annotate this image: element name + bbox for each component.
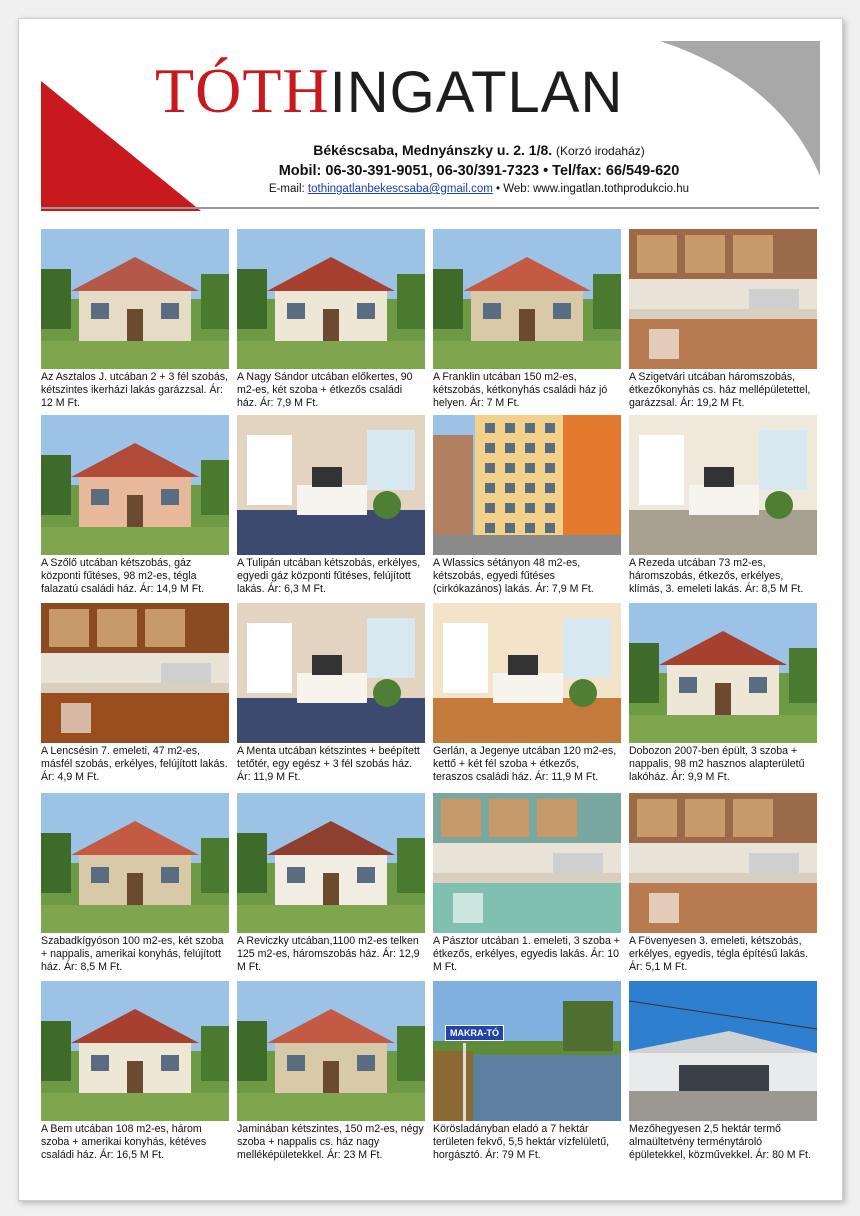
- email-link[interactable]: tothingatlanbekescsaba@gmail.com: [307, 183, 493, 195]
- address-line: [199, 141, 759, 161]
- listing-caption: A Reviczky utcában,1100 m2-es telken 125 m2-es, háromszobás ház. Ár: 12,9 M Ft.: [237, 935, 420, 974]
- house-photo: [237, 981, 425, 1121]
- listing-card: [629, 981, 817, 1163]
- listing-card: [433, 603, 621, 785]
- brand-name-red: TÓTH: [155, 55, 330, 126]
- house-photo: [237, 229, 425, 369]
- email-label: E-mail:: [268, 183, 305, 195]
- room-photo: [433, 603, 621, 743]
- house-photo: [237, 793, 425, 933]
- header-divider: [41, 207, 819, 209]
- lake-sign: MAKRA-TÓ: [445, 1025, 504, 1041]
- email-web-line: [199, 181, 759, 197]
- listing-caption: A Szőlő utcában kétszobás, gáz központi fűtéses, 98 m2-es, tégla falazatú családi ház. Ár: 14,9 M Ft.: [41, 557, 205, 596]
- kitchen-photo: [629, 229, 817, 369]
- listing-caption: A Wlassics sétányon 48 m2-es, kétszobás, egyedi fűtéses (cirkókazános) lakás. Ár: 7,9 M Ft.: [433, 557, 594, 596]
- room-photo: [237, 603, 425, 743]
- listing-caption: Gerlán, a Jegenye utcában 120 m2-es, kettő + két fél szoba + étkezős, teraszos családi ház. Ár: 11,9 M Ft.: [433, 745, 617, 784]
- house-photo: [433, 229, 621, 369]
- listing-caption: A Franklin utcában 150 m2-es, kétszobás, kétkonyhás családi ház jó helyen. Ár: 7 M Ft.: [433, 371, 608, 410]
- listing-caption: A Bem utcában 108 m2-es, három szoba + amerikai konyhás, kétéves családi ház. Ár: 16,5 M Ft.: [41, 1123, 207, 1162]
- brand-logo: [155, 51, 715, 131]
- listing-card: [629, 603, 817, 785]
- listing-card: [433, 229, 621, 411]
- flyer-page: [18, 18, 843, 1201]
- brand-name-dark: INGATLAN: [329, 60, 624, 125]
- listing-caption: A Menta utcában kétszintes + beépített tetőtér, egy egész + 3 fél szobás ház. Ár: 11,9 M Ft.: [237, 745, 420, 784]
- house-photo: [41, 415, 229, 555]
- listing-card: [41, 793, 229, 975]
- listing-caption: A Szigetvári utcában háromszobás, étkezőkonyhás cs. ház mellépületettel, garázzsal. Ár: 19,2 M Ft.: [629, 371, 811, 410]
- contact-block: [199, 141, 759, 197]
- listing-card: [41, 603, 229, 785]
- listing-card: [237, 793, 425, 975]
- listing-caption: Szabadkígyóson 100 m2-es, két szoba + nappalis, amerikai konyhás, felújított ház. Ár: 8,5 M Ft.: [41, 935, 224, 974]
- listing-card: [237, 603, 425, 785]
- house-photo: [629, 603, 817, 743]
- barn-photo: [629, 981, 817, 1121]
- listing-card: [41, 981, 229, 1163]
- listing-caption: Az Asztalos J. utcában 2 + 3 fél szobás, kétszintes ikerházi lakás garázzsal. Ár: 12 M Ft.: [41, 371, 228, 410]
- listing-caption: A Pásztor utcában 1. emeleti, 3 szoba + étkezős, erkélyes, egyedis lakás. Ár: 10 M Ft.: [433, 935, 620, 974]
- house-photo: [41, 981, 229, 1121]
- listing-card: [237, 981, 425, 1163]
- listing-card: [237, 415, 425, 597]
- room-photo: [629, 415, 817, 555]
- listing-caption: Körösladányban eladó a 7 hektár területen fekvő, 5,5 hektár vízfelületű, horgásztó. Ár: 79 M Ft.: [433, 1123, 610, 1162]
- listing-caption: A Nagy Sándor utcában előkertes, 90 m2-es, két szoba + étkezős családi ház. Ár: 7,9 M Ft.: [237, 371, 413, 410]
- listing-caption: A Lencsésin 7. emeleti, 47 m2-es, másfél szobás, erkélyes, felújított lakás. Ár: 4,9 M Ft.: [41, 745, 228, 784]
- kitchen-photo: [629, 793, 817, 933]
- listing-card: [433, 415, 621, 597]
- listing-card: [629, 229, 817, 411]
- listing-card: [629, 415, 817, 597]
- house-photo: [41, 229, 229, 369]
- lake-photo: [433, 981, 621, 1121]
- listing-card: [629, 793, 817, 975]
- listing-card: [433, 981, 621, 1163]
- listing-card: [41, 229, 229, 411]
- house-photo: [41, 793, 229, 933]
- building-photo: [433, 415, 621, 555]
- kitchen-photo: [433, 793, 621, 933]
- listing-card: [41, 415, 229, 597]
- listing-caption: Mezőhegyesen 2,5 hektár termő almaültetvény terménytároló épületekkel, közművekkel. Ár: 80 M Ft.: [629, 1123, 811, 1162]
- listing-caption: Dobozon 2007-ben épült, 3 szoba + nappalis, 98 m2 hasznos alapterületű lakóház. Ár: 9,9 M Ft.: [629, 745, 805, 784]
- address-text: Békéscsaba, Mednyánszky u. 2. 1/8.: [313, 142, 553, 158]
- listing-card: [433, 793, 621, 975]
- listing-card: [237, 229, 425, 411]
- address-note: (Korzó irodaház): [556, 144, 645, 158]
- listing-caption: A Rezeda utcában 73 m2-es, háromszobás, étkezős, erkélyes, klímás, 3. emeleti lakás. Ár: 8,5 M Ft.: [629, 557, 804, 596]
- listing-caption: A Fövenyesen 3. emeleti, kétszobás, erkélyes, egyedis, tégla építésű lakás. Ár: 5,1 M Ft.: [629, 935, 809, 974]
- room-photo: [237, 415, 425, 555]
- kitchen-photo: [41, 603, 229, 743]
- listing-caption: Jaminában kétszintes, 150 m2-es, négy szoba + nappalis cs. ház nagy melléképületekkel. Ár: 23 M Ft.: [237, 1123, 424, 1162]
- phone-line: Mobil: 06-30-391-9051, 06-30/391-7323 • Tel/fax: 66/549-620: [278, 163, 680, 179]
- listing-caption: A Tulipán utcában kétszobás, erkélyes, egyedi gáz központi fűtéses, felújított lakás. Ár: 6,3 M Ft.: [237, 557, 421, 596]
- web-text: • Web: www.ingatlan.tothprodukcio.hu: [496, 183, 690, 195]
